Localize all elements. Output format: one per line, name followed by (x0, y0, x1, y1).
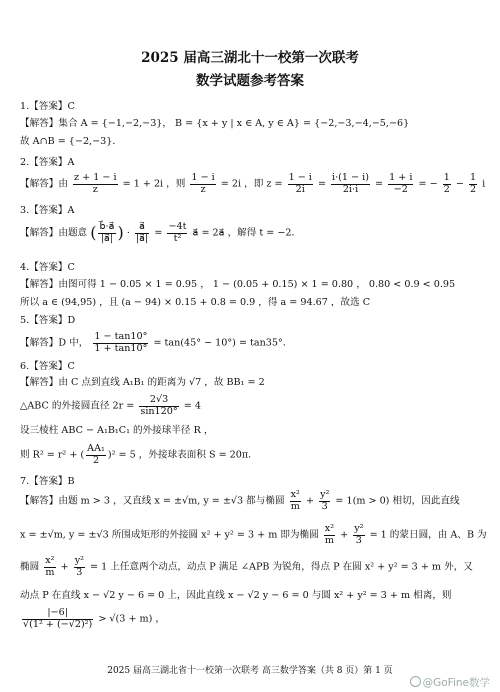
q5-fraction: $\frac{1 - \tan 10^\circ}{1 + \tan 10^\circ}$ (94, 331, 148, 354)
q6-text: = 4 (183, 400, 201, 412)
q5-text: 【解答】D 中， (20, 337, 89, 349)
q2-solution (20, 173, 485, 195)
q6-solution-line4 (20, 444, 258, 466)
q2-text: = (375, 178, 384, 190)
q3-solution: 【解答】由题意 ( $\frac{b⃗\cdot a⃗}{|a⃗|}$ ) · $\frac{a⃗}{|a⃗|}$ = $\frac{-4t}{\text{t²}}$ a⃗ = 2a⃗ ，解得 t = −2． (20, 221, 302, 244)
q2-text: i (482, 178, 486, 190)
q6-text: )² = 5 ，外接球表面积 S = 20π． (107, 449, 258, 461)
q5-answer-label: 5.【答案】D (20, 315, 76, 326)
q6-fraction: $\frac{\text{AA₁}}{2}$ (87, 443, 105, 466)
q2-text: = 1 + 2i ，则 (122, 178, 186, 190)
q2-text: = − (418, 178, 438, 190)
q6-text: 则 R² = r² + ( (20, 449, 85, 461)
q7-text: = 1 的蒙日圆，由 A、B 为 (369, 529, 487, 541)
q7-fraction: $\frac{\text{y²}}{3}$ (354, 523, 364, 546)
q7-text: = 1(m > 0) 相切，因此直线 (335, 495, 460, 507)
q3-fraction: $\frac{a⃗}{|a⃗|}$ (135, 221, 149, 244)
q7-text: 椭圆 (20, 561, 40, 573)
q3-text: a⃗ = 2a⃗ ，解得 t = −2． (192, 227, 302, 239)
q6-text: △ABC 的外接圆直径 2r = (20, 400, 135, 412)
q7-fraction: $\frac{|-6|}{\text{√(1² + (−√2)²)}}$ (23, 607, 93, 630)
q7-text: = 1 上任意两个动点，动点 P 满足 ∠APB 为锐角，得点 P 在圆 x² + y² = 3 + m 外，又 (90, 561, 473, 573)
q3-text: = (154, 227, 163, 239)
q7-fraction: $\frac{\text{y²}}{3}$ (320, 489, 330, 512)
q7-fraction: $\frac{\text{x²}}{m}$ (324, 523, 335, 546)
q6-fraction: $\frac{2√3}{\sin 120^\circ}$ (140, 394, 178, 417)
q7-text: > √(3 + m) ， (98, 613, 166, 625)
q7-solution-line5 (20, 608, 165, 630)
q5-solution (20, 332, 292, 354)
q7-fraction: $\frac{\text{x²}}{m}$ (290, 489, 300, 512)
q7-solution-line3 (20, 556, 473, 578)
q1-answer-label: 1.【答案】C (20, 101, 75, 112)
q7-text: + (60, 561, 69, 573)
q3-answer-label: 3.【答案】A (20, 205, 75, 216)
q7-solution-line4: 动点 P 在直线 x − √2 y − 6 = 0 上，因此直线 x − √2 y − 6 = 0 与圆 x² + y² = 3 + m 相离，则 (20, 590, 452, 601)
q7-text: x = ±√m, y = ±√3 所围成矩形的外接圆 x² + y² = 3 + m 即为椭圆 (20, 529, 319, 541)
q2-fraction: $\frac{1 - i}{2i}$ (288, 172, 312, 195)
q2-text: = (317, 178, 326, 190)
watermark-text: @GoFine数学 (422, 677, 490, 689)
q2-text: − (455, 178, 464, 190)
q3-fraction: $\frac{b⃗\cdot a⃗}{|a⃗|}$ (99, 221, 115, 244)
page-footer: 2025 届高三湖北省十一校第一次联考 高三数学答案（共 8 页）第 1 页 (107, 666, 393, 676)
q2-fraction: $\frac{1 + i}{-2}$ (389, 172, 413, 195)
page-subtitle: 数学试题参考答案 (196, 73, 304, 89)
q2-fraction: $\frac{1 - i}{z}$ (191, 172, 215, 195)
q1-solution: 【解答】集合 A = {−1,−2,−3}， B = {x + y | x ∈ A, y ∈ A} = {−2,−3,−4,−5,−6} (20, 118, 410, 129)
q1-result: 故 A∩B = {−2,−3}． (20, 136, 122, 147)
q4-answer-label: 4.【答案】C (20, 262, 75, 273)
q2-fraction: $\frac{z + 1 - i}{z}$ (74, 172, 117, 195)
q6-solution-line2 (20, 395, 201, 417)
watermark-logo-icon (410, 676, 421, 687)
q4-solution-line1: 【解答】由图可得 1 − 0.05 × 1 = 0.95 ， 1 − (0.05 + 0.15) × 1 = 0.80 ， 0.80 < 0.9 < 0.95 (20, 279, 456, 290)
q2-fraction: $\frac{i\cdot(1 - i)}{2i\cdot i}$ (332, 172, 369, 195)
q7-fraction: $\frac{\text{x²}}{m}$ (45, 555, 55, 578)
q2-fraction: $\frac{1}{2}$ (443, 172, 450, 195)
q7-answer-label: 7.【答案】B (20, 476, 75, 487)
q7-solution-line1 (20, 490, 460, 512)
q2-fraction: $\frac{1}{2}$ (470, 172, 477, 195)
q3-text: 【解答】由题意 (20, 227, 88, 239)
q5-text: = tan(45° − 10°) = tan35°． (153, 337, 293, 349)
q6-answer-label: 6.【答案】C (20, 361, 75, 372)
q3-text: · (126, 227, 130, 239)
q4-solution-line2: 所以 a ∈ (94,95) ，且 (a − 94) × 0.15 + 0.8 = 0.9 ，得 a = 94.67 ，故选 C (20, 297, 371, 308)
q3-fraction: $\frac{-4t}{\text{t²}}$ (168, 221, 187, 244)
page-title: 2025 届高三湖北十一校第一次联考 (141, 50, 359, 66)
q7-text: 【解答】由题 m > 3 ，又直线 x = ±√m, y = ±√3 都与椭圆 (20, 495, 285, 507)
q7-text: + (340, 529, 349, 541)
q6-solution-line1: 【解答】由 C 点到直线 A₁B₁ 的距离为 √7 ，故 BB₁ = 2 (20, 377, 265, 388)
watermark (410, 676, 490, 690)
q6-solution-line3: 设三棱柱 ABC − A₁B₁C₁ 的外接球半径 R ， (20, 425, 214, 436)
q7-text: + (305, 495, 314, 507)
q2-answer-label: 2.【答案】A (20, 157, 75, 168)
q2-text: 【解答】由 (20, 178, 68, 190)
q7-fraction: $\frac{\text{y²}}{3}$ (74, 555, 84, 578)
q7-solution-line2 (20, 524, 487, 546)
q2-text: = 2i ，即 z = (220, 178, 283, 190)
